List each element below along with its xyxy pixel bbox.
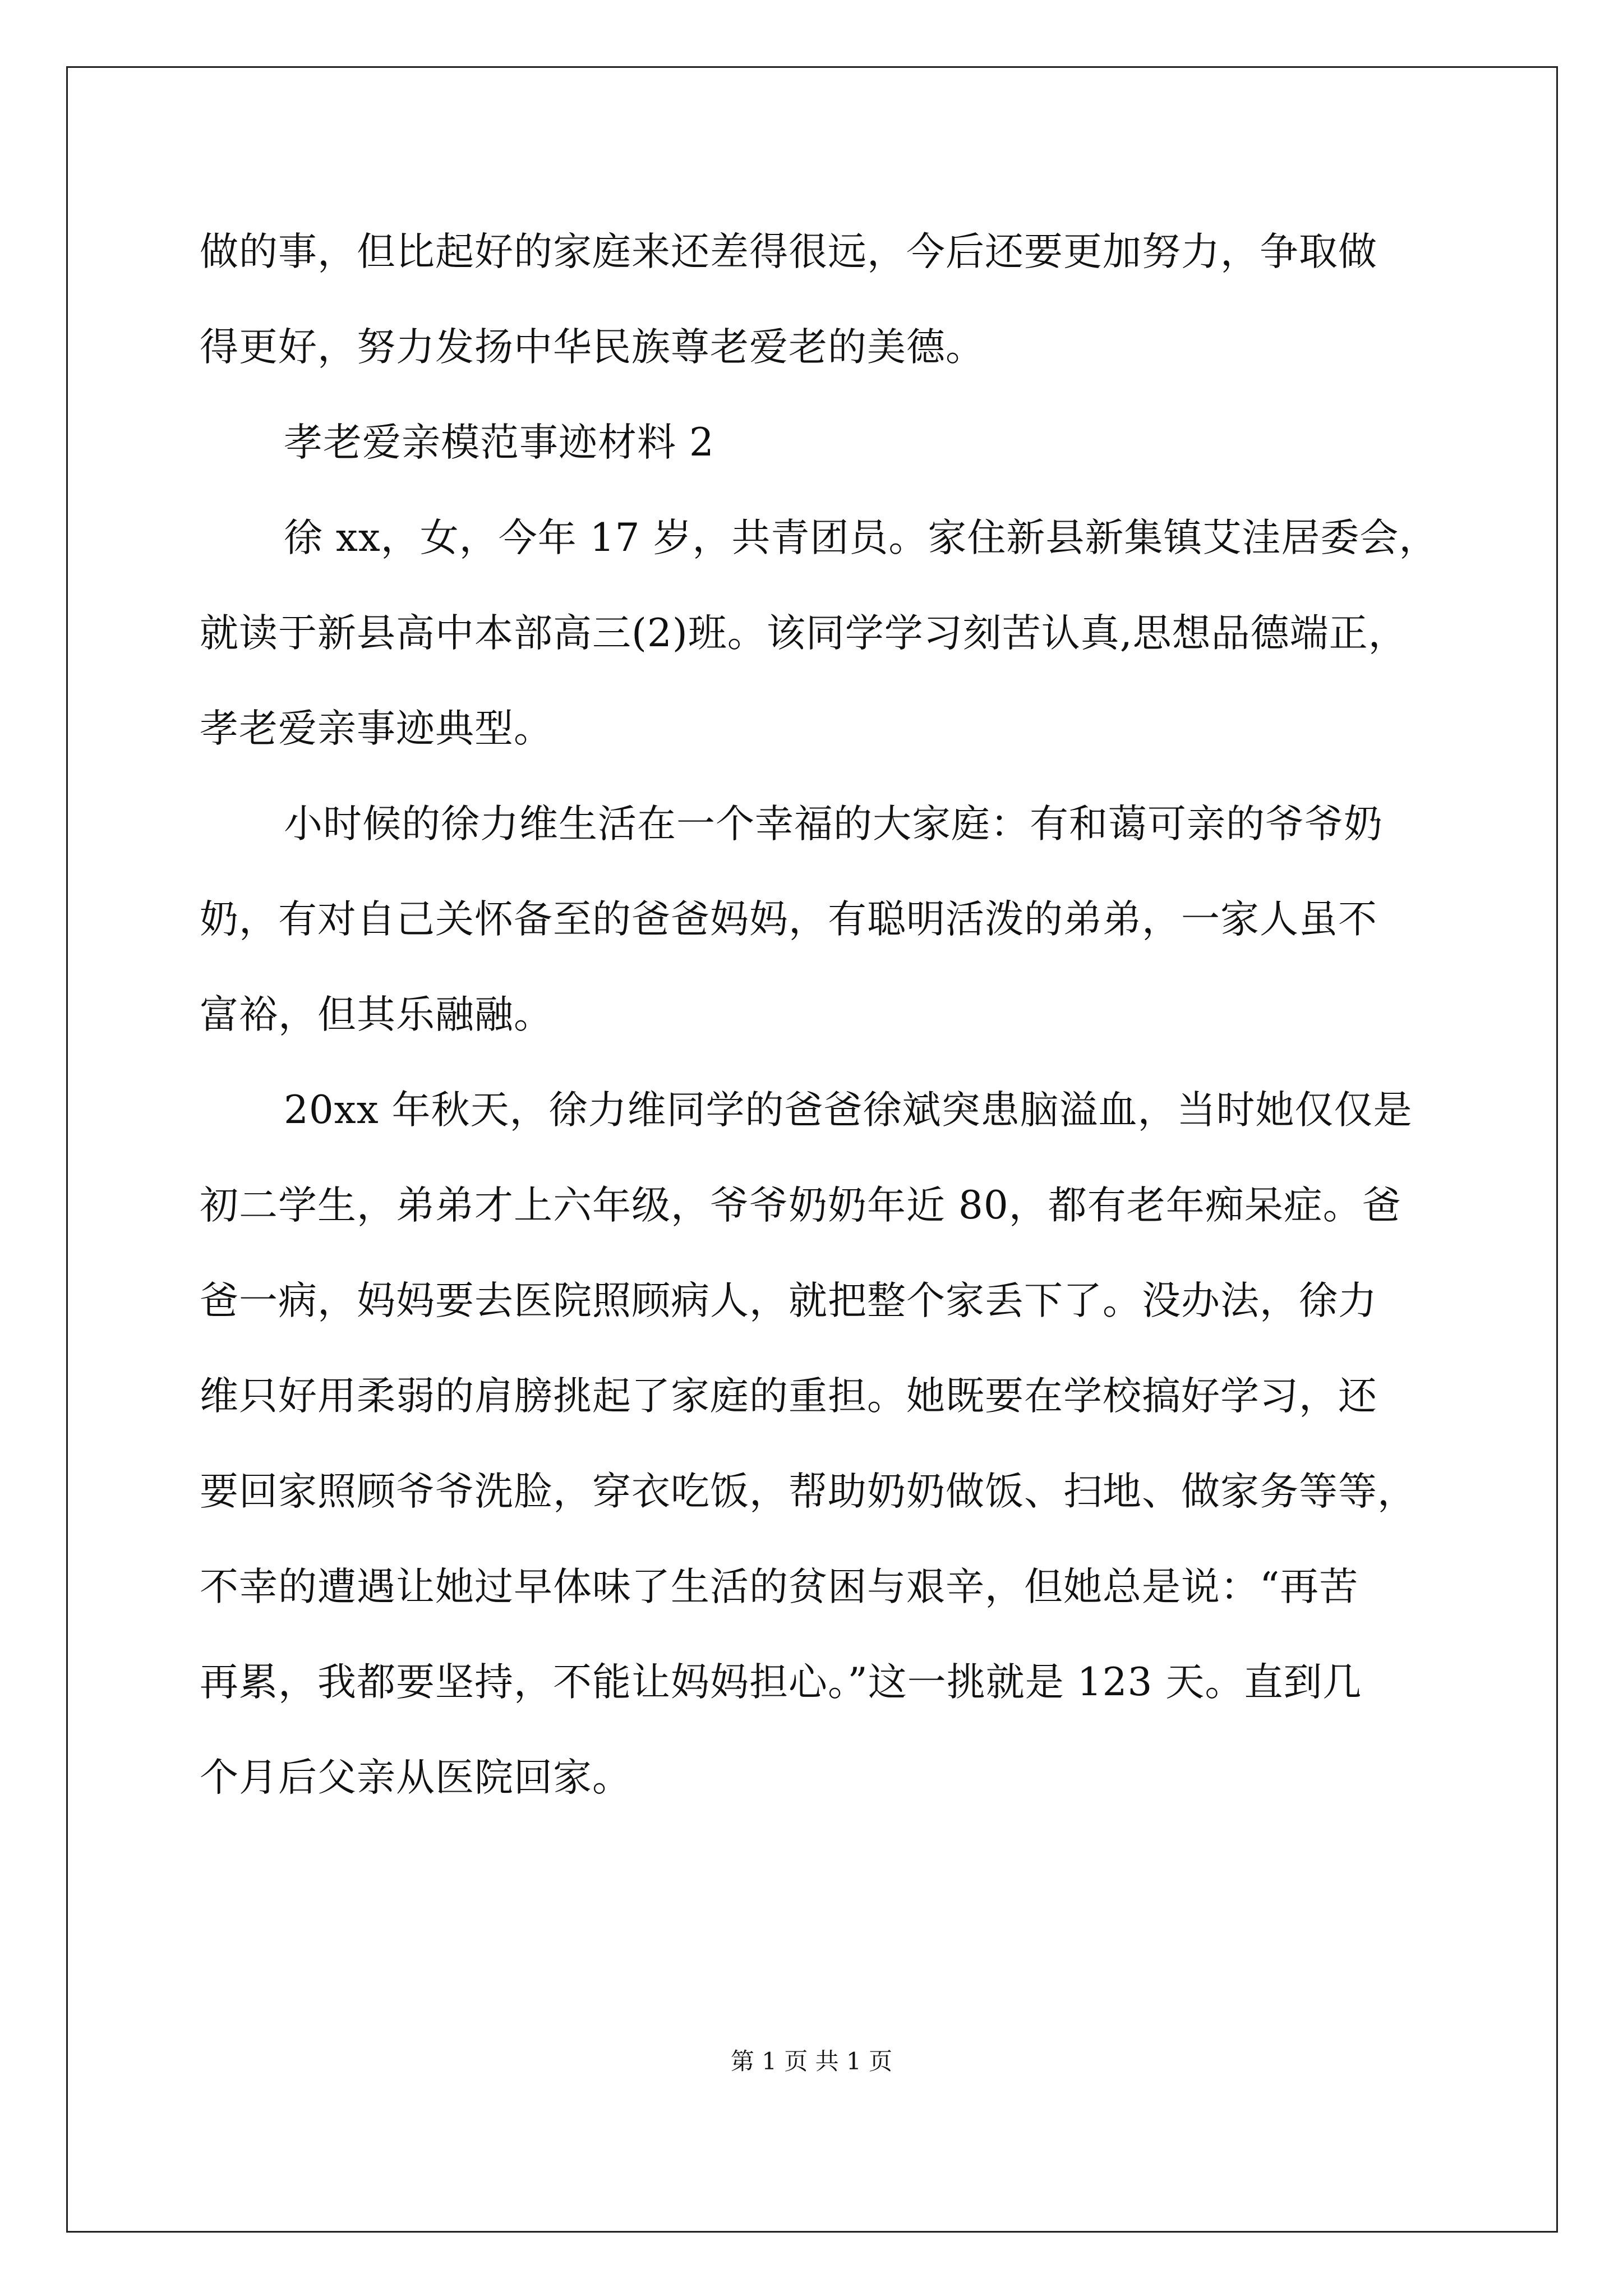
text-line: 孝老爱亲模范事迹材料 2 — [284, 420, 714, 465]
document-body — [200, 215, 1454, 1837]
text-line: 个月后父亲从医院回家。 — [200, 1755, 631, 1800]
paragraph — [200, 215, 1454, 406]
paragraph — [200, 1074, 1454, 1837]
text-line: 初二学生，弟弟才上六年级，爷爷奶奶年近 80，都有老年痴呆症。爸 — [200, 1183, 1401, 1228]
section-heading — [200, 406, 1454, 501]
page-footer: 第 1 页 共 1 页 — [730, 2047, 893, 2075]
paragraph — [200, 788, 1454, 1074]
text-line: 维只好用柔弱的肩膀挑起了家庭的重担。她既要在学校搞好学习，还 — [200, 1374, 1377, 1419]
paragraph — [200, 501, 1454, 788]
text-line: 再累，我都要坚持，不能让妈妈担心。”这一挑就是 123 天。直到几 — [200, 1660, 1362, 1705]
text-line: 做的事，但比起好的家庭来还差得很远，今后还要更加努力，争取做 — [200, 229, 1377, 274]
text-line: 小时候的徐力维生活在一个幸福的大家庭：有和蔼可亲的爷爷奶 — [284, 802, 1383, 846]
text-line: 要回家照顾爷爷洗脸，穿衣吃饭，帮助奶奶做饭、扫地、做家务等等， — [200, 1469, 1417, 1514]
text-line: 就读于新县高中本部高三(2)班。该同学学习刻苦认真,思想品德端正， — [200, 611, 1408, 656]
text-line: 爸一病，妈妈要去医院照顾病人，就把整个家丢下了。没办法，徐力 — [200, 1278, 1377, 1323]
text-line: 奶，有对自己关怀备至的爸爸妈妈，有聪明活泼的弟弟，一家人虽不 — [200, 897, 1377, 942]
text-line: 不幸的遭遇让她过早体味了生活的贫困与艰辛，但她总是说：“再苦 — [200, 1565, 1359, 1609]
text-line: 富裕，但其乐融融。 — [200, 992, 553, 1037]
text-line: 得更好，努力发扬中华民族尊老爱老的美德。 — [200, 325, 985, 370]
text-line: 20xx 年秋天，徐力维同学的爸爸徐斌突患脑溢血，当时她仅仅是 — [284, 1088, 1413, 1133]
text-line: 徐 xx，女，今年 17 岁，共青团员。家住新县新集镇艾洼居委会， — [284, 516, 1438, 560]
text-line: 孝老爱亲事迹典型。 — [200, 706, 553, 751]
